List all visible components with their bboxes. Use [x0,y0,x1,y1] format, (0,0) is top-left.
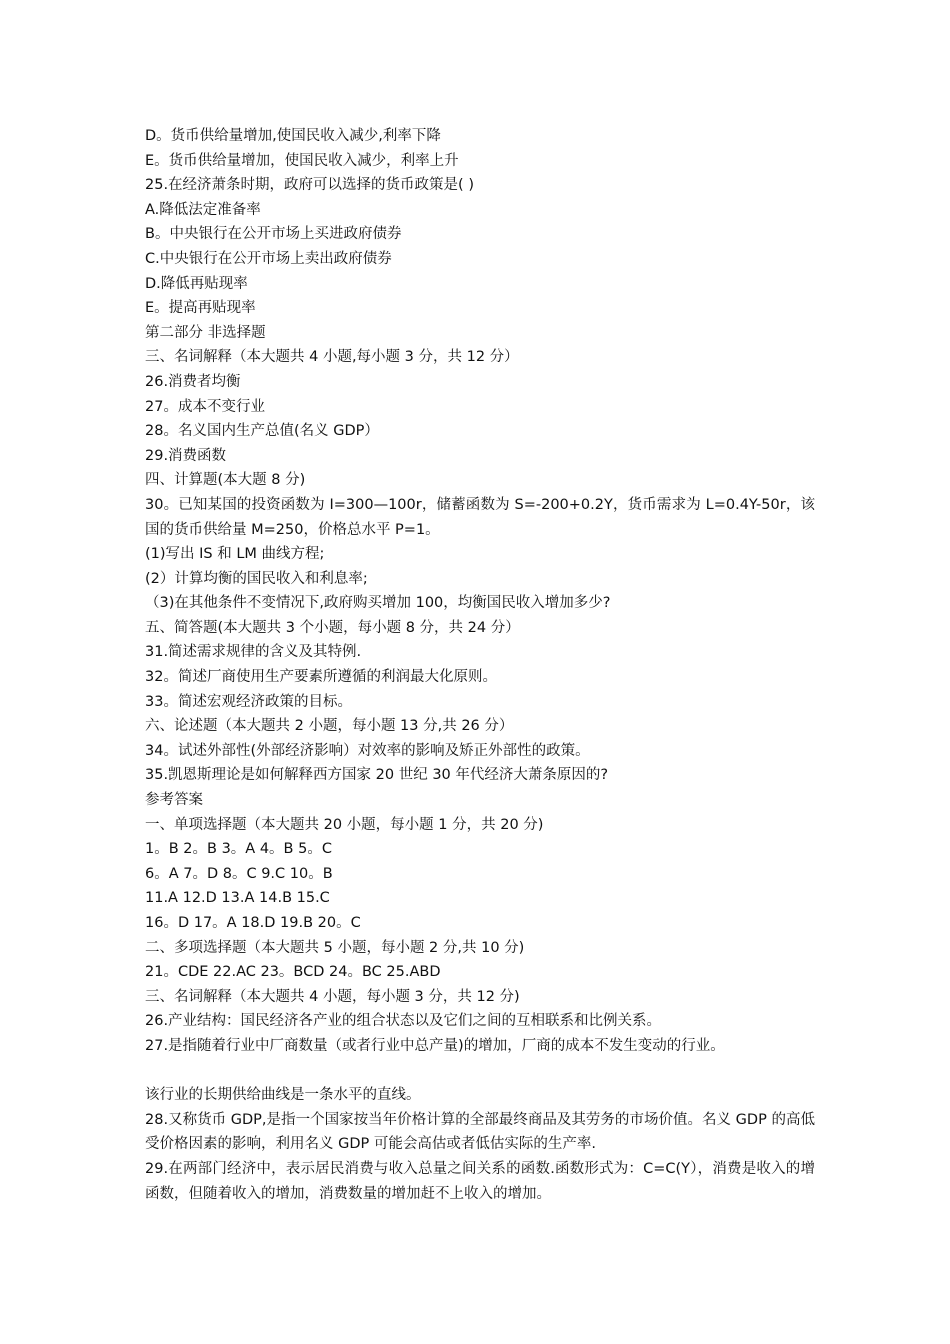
part-two-heading: 第二部分 非选择题 [145,324,266,341]
question-26: 26.消费者均衡 [145,373,241,390]
question-34: 34。试述外部性(外部经济影响）对效率的影响及矫正外部性的政策。 [145,742,590,759]
question-33: 33。简述宏观经济政策的目标。 [145,693,352,710]
answer-26: 26.产业结构：国民经济各产业的组合状态以及它们之间的互相联系和比例关系。 [145,1013,662,1030]
answers-21-25: 21。CDE 22.AC 23。BCD 24。BC 25.ABD [145,964,441,981]
document-page [145,124,815,1206]
question-30-part-1: (1)写出 IS 和 LM 曲线方程; [145,546,325,563]
question-31: 31.简述需求规律的含义及其特例. [145,644,362,661]
option-e-q25: E。提高再贴现率 [145,300,256,317]
answer-28: 28.又称货币 GDP,是指一个国家按当年价格计算的全部最终商品及其劳务的市场价值。名义 GDP 的高低受价格因素的影响，利用名义 GDP 可能会高估或者低估实际的生产率. [145,1111,815,1153]
question-27: 27。成本不变行业 [145,398,265,415]
option-d-q25: D.降低再贴现率 [145,275,248,292]
answers-16-20: 16。D 17。A 18.D 19.B 20。C [145,915,361,931]
question-30-part-3: （3)在其他条件不变情况下,政府购买增加 100，均衡国民收入增加多少? [145,595,611,612]
answers-6-10: 6。A 7。D 8。C 9.C 10。B [145,865,333,882]
question-30: 30。已知某国的投资函数为 I=300—100r，储蓄函数为 S=-200+0.2Y，货币需求为 L=0.4Y-50r，该国的货币供给量 M=250，价格总水平 P=1。 [145,496,815,538]
answers-heading: 参考答案 [145,792,203,809]
section-3-heading: 三、名词解释（本大题共 4 小题,每小题 3 分，共 12 分） [145,349,519,366]
answers-section-2-heading: 二、多项选择题（本大题共 5 小题，每小题 2 分,共 10 分) [145,939,525,956]
section-4-heading: 四、计算题(本大题 8 分) [145,472,306,489]
blank-line [145,1059,815,1084]
option-a-q25: A.降低法定准备率 [145,201,261,218]
answers-section-1-heading: 一、单项选择题（本大题共 20 小题，每小题 1 分，共 20 分) [145,816,544,833]
option-e-q24: E。货币供给量增加，使国民收入减少，利率上升 [145,152,459,169]
answer-29: 29.在两部门经济中，表示居民消费与收入总量之间关系的函数.函数形式为：C=C(Y），消费是收入的增函数，但随着收入的增加，消费数量的增加赶不上收入的增加。 [145,1160,815,1202]
section-5-heading: 五、简答题(本大题共 3 个小题，每小题 8 分，共 24 分） [145,619,520,636]
question-30-part-2: (2）计算均衡的国民收入和利息率; [145,570,368,587]
answers-11-15: 11.A 12.D 13.A 14.B 15.C [145,890,330,907]
answer-27: 27.是指随着行业中厂商数量（或者行业中总产量)的增加，厂商的成本不发生变动的行业。 [145,1037,725,1054]
section-6-heading: 六、论述题（本大题共 2 小题，每小题 13 分,共 26 分） [145,718,514,735]
answer-27-continued: 该行业的长期供给曲线是一条水平的直线。 [145,1087,421,1104]
option-c-q25: C.中央银行在公开市场上卖出政府债券 [145,250,392,267]
question-32: 32。简述厂商使用生产要素所遵循的利润最大化原则。 [145,669,497,686]
question-35: 35.凯恩斯理论是如何解释西方国家 20 世纪 30 年代经济大萧条原因的? [145,767,609,784]
question-28: 28。名义国内生产总值(名义 GDP） [145,423,379,440]
option-d-q24: D。货币供给量增加,使国民收入减少,利率下降 [145,128,441,144]
answers-1-5: 1。B 2。B 3。A 4。B 5。C [145,841,332,858]
question-25: 25.在经济萧条时期，政府可以选择的货币政策是( ) [145,177,474,194]
answers-section-3-heading: 三、名词解释（本大题共 4 小题，每小题 3 分，共 12 分) [145,988,520,1005]
option-b-q25: B。中央银行在公开市场上买进政府债券 [145,226,402,243]
question-29: 29.消费函数 [145,447,227,464]
